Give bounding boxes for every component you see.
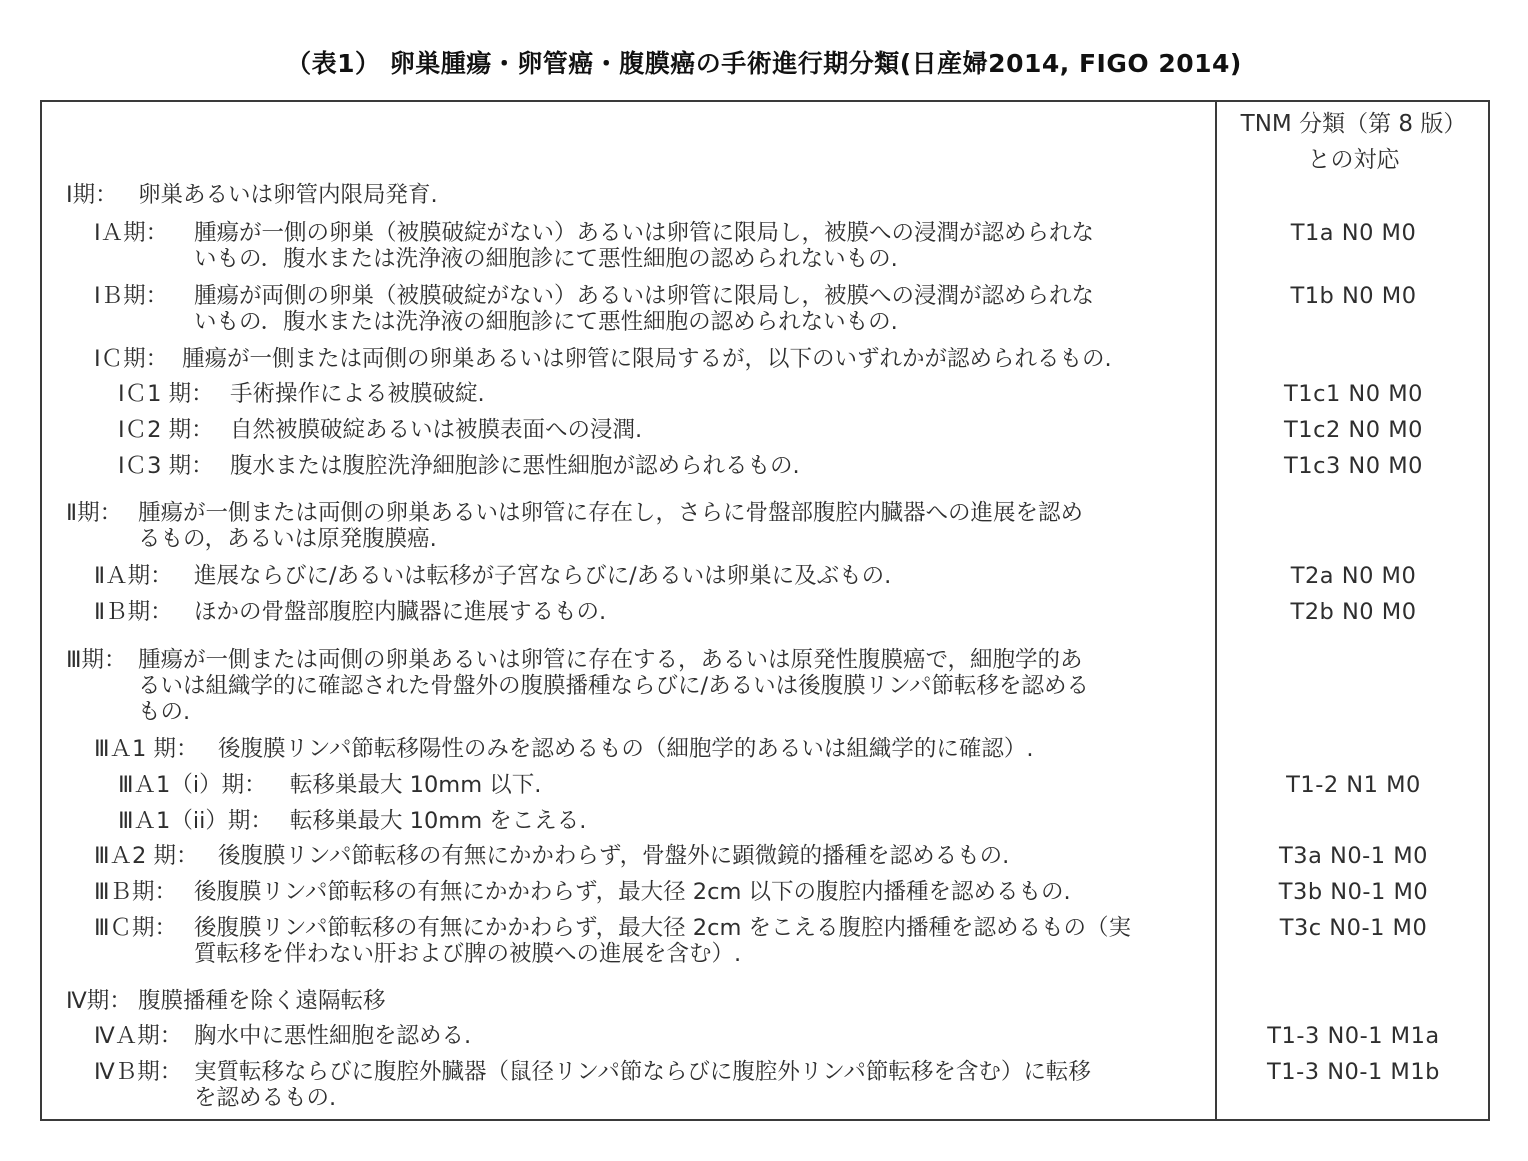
stage-description-line-2: いもの．腹水または洗浄液の細胞診にて悪性細胞の認められないもの. [194,309,898,335]
stage-description: 転移巣最大 10mm 以下. [290,772,542,798]
stage-row-3c [94,915,1204,967]
stage-description-line-1: 腫瘍が一側または両側の卵巣あるいは卵管に存在し，さらに骨盤部腹腔内臓器への進展を認め [138,500,1084,526]
tnm-value: T1a N0 M0 [1290,220,1417,246]
stage-description: 転移巣最大 10mm をこえる. [290,808,587,834]
stage-row-3 [66,647,1206,725]
stage-label: Ⅳ期： [66,988,132,1014]
stage-description: 手術操作による被膜破綻. [230,381,485,407]
stage-description-line-2: を認めるもの. [194,1085,337,1111]
stage-description: ほかの骨盤部腹腔内臓器に進展するもの. [194,599,607,625]
stage-label: ⅢＡ2 期： [94,843,199,869]
stage-label: ⅢＣ期： [94,915,178,941]
stage-description: 自然被膜破綻あるいは被膜表面への浸潤. [230,417,643,443]
tnm-value: T1b N0 M0 [1290,283,1417,309]
stage-label: ⅡＡ期： [94,563,173,589]
tnm-value: T2b N0 M0 [1290,599,1417,625]
tnm-value: T1-3 N0-1 M1b [1267,1059,1440,1085]
stage-label: ⅠＡ期： [94,220,169,246]
stage-description: 進展ならびに/あるいは転移が子宮ならびに/あるいは卵巣に及ぶもの. [194,563,892,589]
stage-row-4b [94,1059,1204,1111]
tnm-value: T1-2 N1 M0 [1286,772,1421,798]
stage-description-line-2: るもの，あるいは原発腹膜癌. [138,526,437,552]
stage-label: ⅣＢ期： [94,1059,183,1085]
stage-description-line-2: るいは組織学的に確認された骨盤外の腹膜播種ならびに/あるいは後腹膜リンパ節転移を認める [138,673,1090,699]
stage-description: 卵巣あるいは卵管内限局発育. [138,182,438,208]
tnm-header-line-1: TNM 分類（第 8 版） [1240,111,1467,137]
stage-row-1a [94,220,1204,272]
stage-description: 後腹膜リンパ節転移陽性のみを認めるもの（細胞学的あるいは組織学的に確認）. [218,736,1034,762]
stage-label: ⅠＣ3 期： [118,453,214,479]
tnm-value: T3b N0-1 M0 [1278,879,1429,905]
stage-label: ⅠＣ2 期： [118,417,214,443]
stage-description-line-3: もの. [138,699,191,725]
stage-description-line-1: 腫瘍が一側または両側の卵巣あるいは卵管に存在する，あるいは原発性腹膜癌で，細胞学的あ [138,647,1083,673]
tnm-value: T3a N0-1 M0 [1279,843,1428,869]
stage-description-line-1: 腫瘍が両側の卵巣（被膜破綻がない）あるいは卵管に限局し，被膜への浸潤が認められな [194,283,1095,309]
stage-row-1b [94,283,1204,335]
stage-label: Ⅰ期： [66,182,118,208]
stage-description: 後腹膜リンパ節転移の有無にかかわらず，骨盤外に顕微鏡的播種を認めるもの. [218,843,1010,869]
stage-description: 後腹膜リンパ節転移の有無にかかわらず，最大径 2cm 以下の腹腔内播種を認めるもの. [194,879,1071,905]
stage-description-line-2: いもの．腹水または洗浄液の細胞診にて悪性細胞の認められないもの. [194,246,898,272]
stage-label: ⅢＡ1（i）期： [118,772,267,798]
stage-description-line-2: 質転移を伴わない肝および脾の被膜への進展を含む）. [194,941,742,967]
tnm-value: T3c N0-1 M0 [1279,915,1428,941]
stage-label: ⅠＣ1 期： [118,381,214,407]
stage-description: 腫瘍が一側または両側の卵巣あるいは卵管に限局するが，以下のいずれかが認められるもの. [182,346,1112,372]
stage-label: Ⅱ期： [66,500,123,526]
tnm-value: T2a N0 M0 [1290,563,1417,589]
stage-description: 腹膜播種を除く遠隔転移 [138,988,386,1014]
stage-label: ⅢＢ期： [94,879,178,905]
tnm-value: T1c1 N0 M0 [1284,381,1423,407]
stage-label: ⅢＡ1（ii）期： [118,808,273,834]
tnm-value: T1c2 N0 M0 [1284,417,1423,443]
stage-row-2 [66,500,1206,552]
stage-label: ⅠＣ期： [94,346,169,372]
stage-description: 胸水中に悪性細胞を認める. [194,1023,472,1049]
stage-label: ⅣＡ期： [94,1023,183,1049]
stage-label: ⅡＢ期： [94,599,173,625]
table-title: （表1） 卵巣腫瘍・卵管癌・腹膜癌の手術進行期分類(日産婦2014, FIGO 2014) [286,49,1242,78]
tnm-header-line-2: との対応 [1307,147,1400,173]
stage-label: ⅢＡ1 期： [94,736,199,762]
tnm-value: T1-3 N0-1 M1a [1267,1023,1440,1049]
stage-label: Ⅲ期： [66,647,127,673]
stage-description-line-1: 実質転移ならびに腹腔外臓器（鼠径リンパ節ならびに腹腔外リンパ節転移を含む）に転移 [194,1059,1091,1085]
stage-description-line-1: 後腹膜リンパ節転移の有無にかかわらず，最大径 2cm をこえる腹腔内播種を認めるもの（実 [194,915,1132,941]
stage-label: ⅠＢ期： [94,283,169,309]
stage-description-line-1: 腫瘍が一側の卵巣（被膜破綻がない）あるいは卵管に限局し，被膜への浸潤が認められな [194,220,1095,246]
stage-description: 腹水または腹腔洗浄細胞診に悪性細胞が認められるもの. [230,453,800,479]
tnm-value: T1c3 N0 M0 [1284,453,1423,479]
